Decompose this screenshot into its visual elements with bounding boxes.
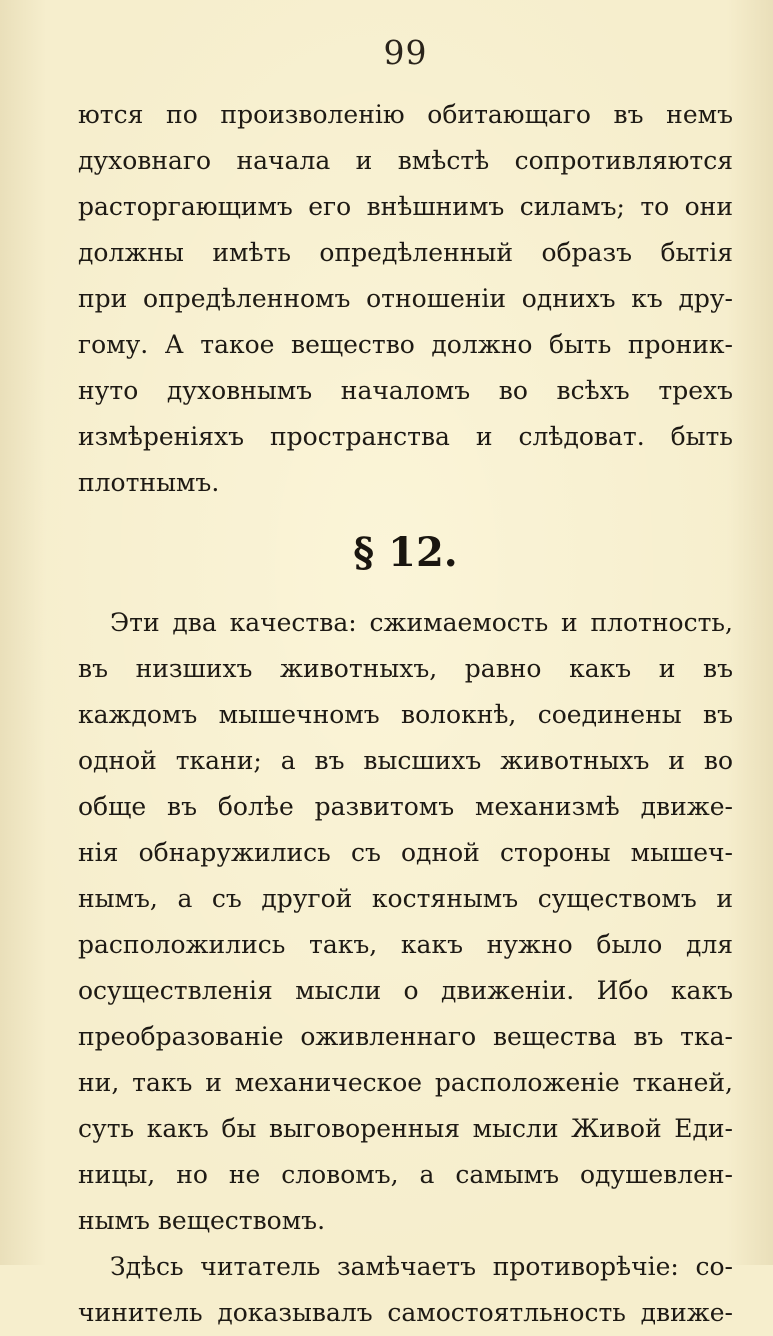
- text-line: одной ткани; а въ высшихъ животныхъ и во: [78, 746, 733, 775]
- text-line: ются по произволенію обитающаго въ немъ: [78, 100, 733, 129]
- text-line: плотнымъ.: [78, 468, 220, 497]
- text-line: должны имѣть опредѣленный образъ бытія: [78, 238, 733, 267]
- section-heading: § 12.: [353, 529, 458, 576]
- paragraph-1: [78, 600, 733, 1244]
- text-line: расположились такъ, какъ нужно было для: [78, 930, 733, 959]
- text-line: осуществленія мысли о движеніи. Ибо какъ: [78, 976, 733, 1005]
- page-number: 99: [383, 33, 428, 72]
- paragraph-2: [78, 1244, 733, 1336]
- text-line: ни, такъ и механическое расположеніе тканей,: [78, 1068, 733, 1097]
- text-line: нымъ, а съ другой костянымъ существомъ и: [78, 884, 733, 913]
- text-line: ницы, но не словомъ, а самымъ одушевлен-: [78, 1160, 733, 1189]
- text-line: преобразованіе оживленнаго вещества въ тка-: [78, 1022, 733, 1051]
- text-line: расторгающимъ его внѣшнимъ силамъ; то они: [78, 192, 733, 221]
- text-line: чинитель доказывалъ самостоятльность движе-: [78, 1298, 733, 1327]
- text-line: нія обнаружились съ одной стороны мышеч-: [78, 838, 733, 867]
- text-line: въ низшихъ животныхъ, равно какъ и въ: [78, 654, 733, 683]
- text-line: нымъ веществомъ.: [78, 1206, 326, 1235]
- text-line: суть какъ бы выговоренныя мысли Живой Еди-: [78, 1114, 733, 1143]
- text-line: духовнаго начала и вмѣстѣ сопротивляются: [78, 146, 733, 175]
- text-line: нуто духовнымъ началомъ во всѣхъ трехъ: [78, 376, 733, 405]
- text-line: гому. А такое вещество должно быть проник-: [78, 330, 733, 359]
- text-line: при опредѣленномъ отношеніи однихъ къ дру-: [78, 284, 733, 313]
- text-line: Здѣсь читатель замѣчаетъ противорѣчіе: со-: [110, 1252, 733, 1281]
- text-line: Эти два качества: сжимаемость и плотность,: [110, 608, 733, 637]
- text-line: каждомъ мышечномъ волокнѣ, соединены въ: [78, 700, 733, 729]
- text-line: обще въ болѣе развитомъ механизмѣ движе-: [78, 792, 733, 821]
- text-line: измѣреніяхъ пространства и слѣдоват. быть: [78, 422, 733, 451]
- paragraph-continued: [78, 92, 733, 506]
